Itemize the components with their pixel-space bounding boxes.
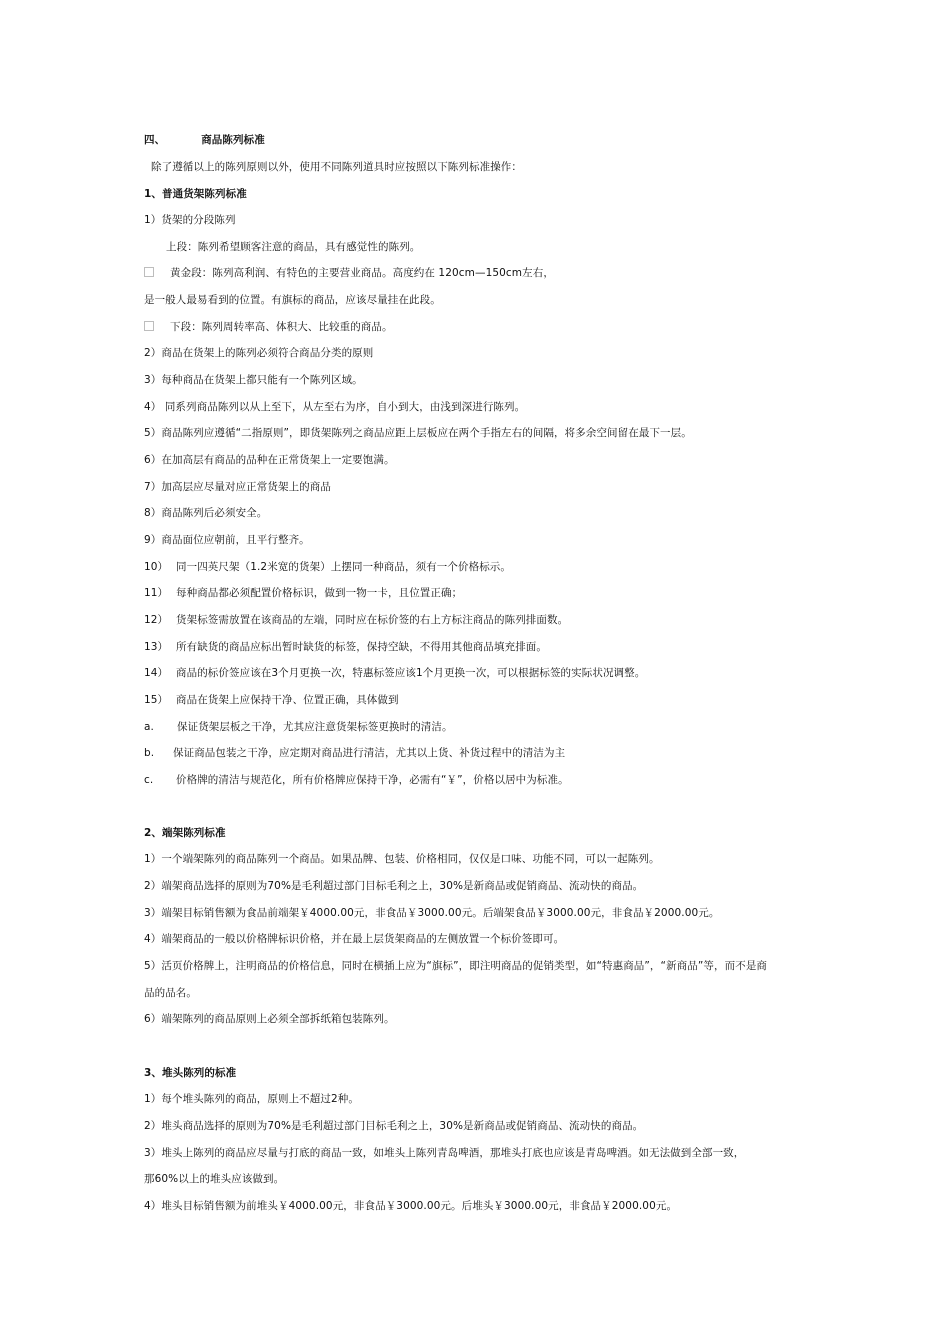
- item-number: 14）: [144, 667, 169, 679]
- part1-item6: 6）在加高层有商品的品种在正常货架上一定要饱满。: [144, 454, 395, 466]
- part1-item3: 3）每种商品在货架上都只能有一个陈列区域。: [144, 374, 363, 386]
- part3-item3: 3）堆头上陈列的商品应尽量与打底的商品一致，如堆头上陈列青岛啤酒，那堆头打底也应该是青岛啤酒。如无法做到全部一致，: [144, 1147, 745, 1159]
- part1-subitem-c: [144, 773, 569, 787]
- part1-item13: [144, 640, 547, 654]
- part1-subitem-b: [144, 746, 565, 760]
- item-text: 同一四英尺架（1.2米宽的货架）上摆同一种商品，须有一个价格标示。: [176, 561, 511, 573]
- part1-item11: [144, 586, 462, 600]
- part2-item6: 6）端架陈列的商品原则上必须全部拆纸箱包装陈列。: [144, 1013, 395, 1025]
- part1-item2: 2）商品在货架上的陈列必须符合商品分类的原则: [144, 347, 374, 359]
- part1-lower-shelf: [144, 320, 393, 334]
- part1-golden-shelf: [144, 266, 554, 280]
- item-number: 15）: [144, 694, 169, 706]
- subitem-text: 保证商品包装之干净，应定期对商品进行清洁，尤其以上货、补货过程中的清洁为主: [173, 747, 566, 759]
- part1-item8: 8）商品陈列后必须安全。: [144, 507, 268, 519]
- section-number: 四、: [144, 134, 166, 146]
- part3-item4: 4）堆头目标销售额为前堆头￥4000.00元，非食品￥3000.00元。后堆头￥3000.00元，非食品￥2000.00元。: [144, 1200, 678, 1212]
- item-number: 11）: [144, 587, 169, 599]
- part3-item1: 1）每个堆头陈列的商品，原则上不超过2种。: [144, 1093, 359, 1105]
- section-title: 商品陈列标准: [201, 134, 265, 146]
- part2-item4: 4）端架商品的一般以价格牌标识价格，并在最上层货架商品的左侧放置一个标价签即可。: [144, 933, 565, 945]
- subitem-text: 价格牌的清洁与规范化，所有价格牌应保持干净，必需有“￥”，价格以居中为标准。: [176, 774, 569, 786]
- part1-item5: 5）商品陈列应遵循“二指原则”，即货架陈列之商品应距上层板应在两个手指左右的间隔，将多余空间留在最下一层。: [144, 427, 692, 439]
- part2-item5-cont: 品的品名。: [144, 987, 197, 999]
- subitem-letter: a.: [144, 721, 154, 733]
- part1-subitem-a: [144, 720, 453, 734]
- part3-heading: 3、堆头陈列的标准: [144, 1067, 237, 1079]
- item-text: 商品在货架上应保持干净、位置正确，具体做到: [176, 694, 399, 706]
- bullet-box-icon: [144, 267, 154, 277]
- part1-heading: 1、普通货架陈列标准: [144, 188, 247, 200]
- part3-item3-cont: 那60%以上的堆头应该做到。: [144, 1173, 285, 1185]
- part1-item1: 1）货架的分段陈列: [144, 214, 236, 226]
- part3-item2: 2）堆头商品选择的原则为70%是毛利超过部门目标毛利之上，30%是新商品或促销商品、流动快的商品。: [144, 1120, 644, 1132]
- item-text: 每种商品都必须配置价格标识，做到一物一卡，且位置正确；: [176, 587, 463, 599]
- golden-shelf-text: 黄金段：陈列高利润、有特色的主要营业商品。高度约在 120cm—150cm左右，: [170, 267, 554, 279]
- subitem-letter: b.: [144, 747, 155, 759]
- part1-golden-shelf-cont: 是一般人最易看到的位置。有旗标的商品，应该尽量挂在此段。: [144, 294, 441, 306]
- part1-item7: 7）加高层应尽量对应正常货架上的商品: [144, 481, 331, 493]
- part2-item1: 1）一个端架陈列的商品陈列一个商品。如果品牌、包装、价格相同，仅仅是口味、功能不同，可以一起陈列。: [144, 853, 660, 865]
- item-text: 所有缺货的商品应标出暂时缺货的标签，保持空缺，不得用其他商品填充排面。: [176, 641, 547, 653]
- part1-item14: [144, 666, 645, 680]
- part2-item2: 2）端架商品选择的原则为70%是毛利超过部门目标毛利之上，30%是新商品或促销商品、流动快的商品。: [144, 880, 644, 892]
- item-number: 12）: [144, 614, 169, 626]
- part1-item12: [144, 613, 568, 627]
- item-number: 13）: [144, 641, 169, 653]
- part1-item15: [144, 693, 399, 707]
- item-number: 10）: [144, 561, 169, 573]
- part1-item10: [144, 560, 511, 574]
- part2-heading: 2、端架陈列标准: [144, 827, 226, 839]
- subitem-text: 保证货架层板之干净，尤其应注意货架标签更换时的清洁。: [177, 721, 453, 733]
- part1-item9: 9）商品面位应朝前，且平行整齐。: [144, 534, 310, 546]
- section-four-heading: [144, 133, 265, 147]
- lower-shelf-text: 下段：陈列周转率高、体积大、比较重的商品。: [170, 321, 393, 333]
- item-text: 商品的标价签应该在3个月更换一次，特惠标签应该1个月更换一次，可以根据标签的实际状况调整。: [176, 667, 646, 679]
- bullet-box-icon: [144, 321, 154, 331]
- subitem-letter: c.: [144, 774, 154, 786]
- item-text: 货架标签需放置在该商品的左端，同时应在标价签的右上方标注商品的陈列排面数。: [176, 614, 569, 626]
- part2-item3: 3）端架目标销售额为食品前端架￥4000.00元，非食品￥3000.00元。后端架食品￥3000.00元，非食品￥2000.00元。: [144, 907, 720, 919]
- section-intro: 除了遵循以上的陈列原则以外，使用不同陈列道具时应按照以下陈列标准操作：: [151, 161, 522, 173]
- part2-item5: 5）活页价格牌上，注明商品的价格信息，同时在横插上应为“旗标”，即注明商品的促销类型，如“特惠商品”，“新商品”等，而不是商: [144, 960, 768, 972]
- part1-upper-shelf: 上段：陈列希望顾客注意的商品，具有感觉性的陈列。: [166, 241, 421, 253]
- part1-item4: 4） 同系列商品陈列以从上至下，从左至右为序，自小到大，由浅到深进行陈列。: [144, 401, 526, 413]
